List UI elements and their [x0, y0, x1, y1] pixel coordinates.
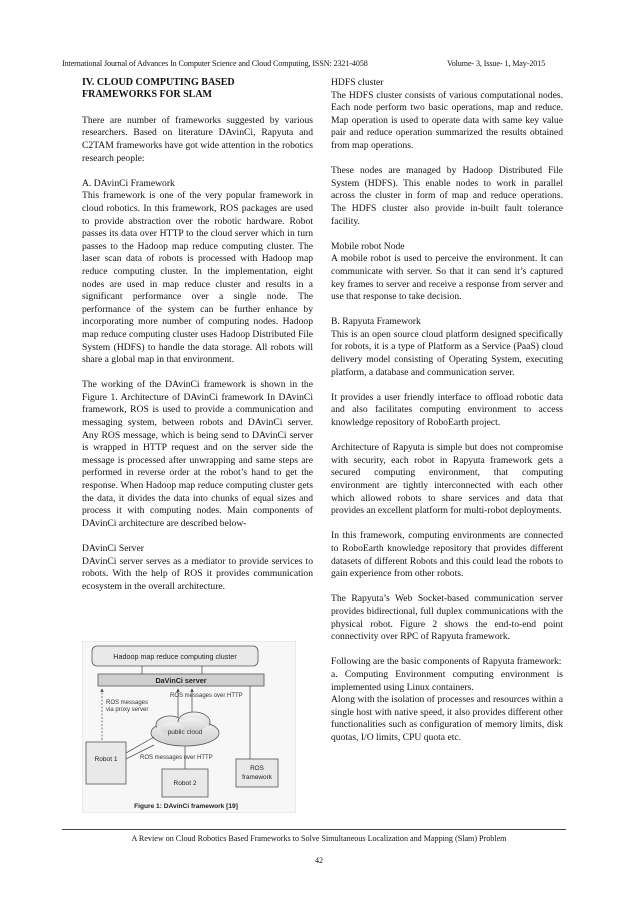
- running-header: [62, 59, 582, 68]
- davinci-heading: A. DAvinCi Framework: [82, 177, 175, 189]
- running-footer: A Review on Cloud Robotics Based Frameworks to Solve Simultaneous Localization and Mapping (Slam) Problem: [131, 834, 507, 843]
- davinci-paragraph: This framework is one of the very popular framework in cloud robotics. In this framework, ROS packages are used to provide abstraction over the robotic hardware. Robot passes its data over HTTP to the cloud server which in turn passes to the Hadoop map reduce computing cluster. The laser scan data of robots is processed with Hadoop map reduce computing cluster. In the implementation, eight nodes are used in map reduce cluster and results in a significant performance over a single node. The performance of the system can be further enhance by incorporating more number of computing nodes. Hadoop map reduce computing cluster uses Hadoop Distributed File System (HDFS) to handle the data storage. All robots will share a global map in that environment.: [82, 190, 313, 366]
- figure-davinci-framework: [82, 641, 296, 813]
- journal-name: International Journal of Advances In Computer Science and Cloud Computing, ISSN: 2321-4058: [62, 59, 368, 68]
- server-heading: DAvinCi Server: [82, 543, 144, 554]
- following-paragraph: Following are the basic components of Rapyuta framework:: [331, 656, 562, 668]
- section-title-line-1: IV. CLOUD COMPUTING BASED: [82, 77, 235, 88]
- interface-paragraph: It provides a user friendly interface to offload robotic data and also facilitates computing environment to access knowledge repository of RoboEarth project.: [331, 391, 563, 429]
- environments-paragraph: In this framework, computing environments are connected to RoboEarth knowledge repository that provides different datasets of different Robots and this could lead the robots to gain experience from other robots.: [331, 530, 563, 580]
- hdfs-paragraph: The HDFS cluster consists of various computational nodes. Each node perform two basic operations, map and reduce. Map operation is used to operate data with same key value pair and reduce operation summarized the results obtained from map operations.: [331, 89, 563, 151]
- robot-1-label: Robot 1: [94, 756, 118, 763]
- ros-proxy-label-line-1: ROS messages: [106, 700, 149, 706]
- ros-framework-box: [236, 759, 278, 787]
- ros-http-bottom-label: ROS messages over HTTP: [140, 755, 213, 761]
- component-a-paragraph: a. Computing Environment computing environment is implemented using Linux containers.: [331, 668, 563, 693]
- page-number: 42: [314, 856, 324, 865]
- mobile-node-paragraph: A mobile robot is used to perceive the environment. It can communicate with server. So that it can send it’s captured key frames to server and receive a response from server and use that response to take decision.: [331, 253, 563, 303]
- volume-info: Volume- 3, Issue- 1, May-2015: [447, 59, 546, 68]
- public-cloud-label: public cloud: [167, 729, 203, 736]
- hadoop-cluster-label: Hadoop map reduce computing cluster: [113, 652, 237, 661]
- ros-framework-label-line-1: ROS: [250, 765, 264, 772]
- figure-diagram: [82, 641, 296, 813]
- right-column: [331, 77, 563, 744]
- mobile-node-heading: Mobile robot Node: [331, 240, 405, 252]
- section-title-line-2: FRAMEWORKS FOR SLAM: [82, 89, 212, 101]
- working-paragraph: The working of the DAvinCi framework is shown in the Figure 1. Architecture of DAvinCi framework In DAvinCi framework, ROS is used to provide a communication and messaging system, between robots and DAvinCi server. Any ROS message, which is being send to DAvinCi server is wrapped in HTTP request and on the server side the message is processed after unwrapping and same steps are performed in reverse order at the robot’s hand to get the response. When Hadoop map reduce computing cluster gets the data, it divides the data into chunks of equal sizes and process it with computing nodes. Main components of DAvinCi architecture are described below-: [82, 379, 313, 529]
- architecture-paragraph: Architecture of Rapyuta is simple but does not compromise with security, each robot in Rapyuta framework gets a secured computing environment, that computing environment are tightly interconnected with each other which allowed robots to share services and data that provides an excellent platform for multi-robot deployments.: [331, 442, 563, 517]
- robot-1-box: [86, 742, 126, 784]
- rapyuta-paragraph: This is an open source cloud platform designed specifically for robots, it is a type of Platform as a Service (PaaS) cloud delivery model consisting of Operating System, executing platform, a database and communication server.: [331, 328, 563, 378]
- hdfs-heading: HDFS cluster: [331, 77, 384, 88]
- intro-paragraph: There are number of frameworks suggested by various researchers. Based on literature DAvinCi, Rapyuta and C2TAM frameworks have got wide attention in the robotics research people:: [82, 114, 313, 164]
- ros-framework-label-line-2: framework: [242, 774, 272, 781]
- figure-caption: Figure 1: DAvinCi framework [19]: [134, 803, 238, 810]
- rapyuta-heading: B. Rapyuta Framework: [331, 316, 421, 328]
- section-title: [82, 77, 313, 102]
- ros-http-top-label: ROS messages over HTTP: [170, 693, 243, 699]
- left-column: [82, 77, 313, 606]
- davinci-server-label: DaVinCi server: [155, 676, 207, 685]
- robot-2-label: Robot 2: [173, 780, 197, 787]
- nodes-paragraph: These nodes are managed by Hadoop Distributed File System (HDFS). This enable nodes to work in parallel across the cluster in form of map and reduce operations. The HDFS cluster also provide in-built fault tolerance facility.: [331, 165, 563, 227]
- footer-rule: [62, 829, 566, 830]
- websocket-paragraph: The Rapyuta’s Web Socket-based communication server provides bidirectional, full duplex communications with the physical robot. Figure 2 shows the end-to-end point connectivity over RPC of Rapyuta framework.: [331, 593, 563, 643]
- ros-proxy-label-line-2: via proxy server: [106, 707, 149, 713]
- component-b-paragraph: Along with the isolation of processes and resources within a single host with native speed, it also provides different other functionalities such as configuration of memory limits, disk quotas, I/O limits, CPU quota etc.: [331, 694, 563, 743]
- server-paragraph: DAvinCi server serves as a mediator to provide services to robots. With the help of ROS it provides communication ecosystem in the overall architecture.: [82, 555, 313, 592]
